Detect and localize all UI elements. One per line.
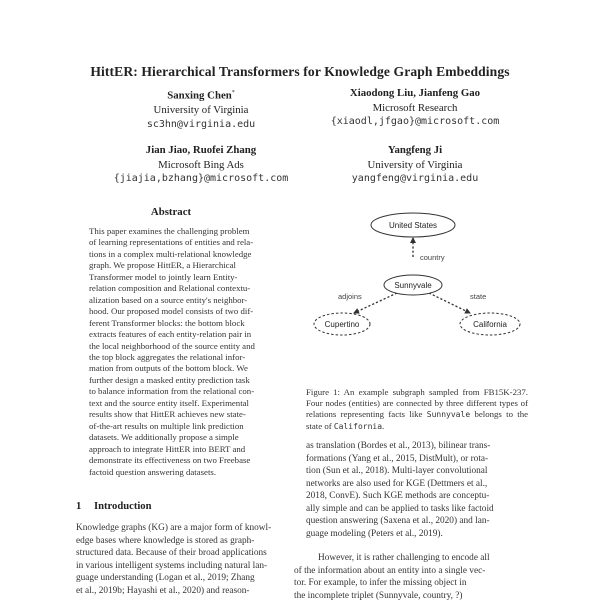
author-block-2 <box>295 86 535 130</box>
abstract-line: approach to integrate HittER into BERT and <box>89 443 246 454</box>
body-line: ally simple and can be applied to tasks like factoid <box>306 503 494 514</box>
intro-line: in various intelligent systems including natural lan- <box>76 560 268 571</box>
abstract-line: of-the-art results on multiple link prediction <box>89 420 244 431</box>
abstract-body <box>89 226 281 478</box>
body-line: question answering (Saxena et al., 2020) and lan- <box>306 516 490 526</box>
abstract-line: alization based on a source entity's neighbor- <box>89 294 248 305</box>
abstract-line: to balance information from the relational con- <box>89 386 255 397</box>
caption-entity: Sunnyvale <box>426 410 471 420</box>
abstract-heading: Abstract <box>150 206 192 218</box>
body-line: tor. For example, to infer the missing object in <box>294 578 467 588</box>
abstract-line: ferent Transformer blocks: the bottom block <box>89 317 245 328</box>
figure-caption <box>306 387 528 432</box>
author-affiliation: Microsoft Bing Ads <box>158 158 244 171</box>
abstract-line: relation composition and Relational contextu- <box>89 283 251 294</box>
caption-text: An example subgraph sampled from FB15K-237. Four nodes (entities) are connected by three different types of relations representing facts like <box>306 387 528 420</box>
author-name: Yangfeng Ji <box>387 144 443 156</box>
abstract-line: factoid question answering datasets. <box>89 466 217 477</box>
intro-line: structured data. Because of their broad applications <box>76 548 267 558</box>
author-email: yangfeng@virginia.edu <box>351 173 479 184</box>
right-column-paragraph <box>306 440 528 540</box>
author-name: Xiaodong Liu, Jianfeng Gao <box>349 87 481 99</box>
abstract-line: This paper examines the challenging problem <box>89 226 250 236</box>
intro-line: Knowledge graphs (KG) are a major form of knowl- <box>76 523 272 533</box>
abstract-line: the local neighborhood of the source entity and <box>89 340 255 351</box>
abstract-line: extracts features of each entity-relation pair in <box>89 329 252 340</box>
abstract-line: text and the source entity itself. Experimental <box>89 397 250 408</box>
author-affiliation: Microsoft Research <box>372 101 458 114</box>
author-name: Sanxing Chen* <box>167 89 235 102</box>
paper-title: HittER: Hierarchical Transformers for Knowledge Graph Embeddings <box>90 64 510 79</box>
caption-end: . <box>382 420 385 431</box>
author-block-3 <box>81 143 321 187</box>
abstract-line: tions in a complex multi-relational knowledge <box>89 248 252 259</box>
author-email: {xiaodl,jfgao}@microsoft.com <box>330 116 500 127</box>
intro-line: edge bases where knowledge is stored as graph- <box>76 535 255 546</box>
intro-line: guage understanding (Logan et al., 2019; Zhang <box>76 573 255 583</box>
right-column-paragraph-2 <box>294 552 528 600</box>
body-line: as translation (Bordes et al., 2013), bilinear trans- <box>306 441 491 451</box>
author-affiliation: University of Virginia <box>367 158 463 171</box>
abstract-line: graph. We propose HittER, a Hierarchical <box>89 260 236 271</box>
figure-1-graph <box>306 200 528 350</box>
caption-entity: California <box>333 421 383 431</box>
author-email: sc3hn@virginia.edu <box>146 118 256 130</box>
body-line: networks are also used for KGE (Dettmers et al., <box>306 478 488 489</box>
edge-label-country: country <box>420 253 445 262</box>
body-line: 2018, ConvE). Such KGE methods are conceptu- <box>306 491 490 501</box>
edge-label-state: state <box>470 292 487 301</box>
abstract-line: mation from outputs of the bottom block. We <box>89 363 248 374</box>
author-name: Jian Jiao, Ruofei Zhang <box>145 144 257 156</box>
author-block-1 <box>81 86 321 132</box>
body-line: the incomplete triplet (Sunnyvale, country, ?) <box>294 590 463 600</box>
abstract-line: demonstrate its effectiveness on two Freebase <box>89 455 251 466</box>
section-number: 1 <box>76 501 82 512</box>
section-heading <box>76 501 152 512</box>
body-line: of the information about an entity into a single vec- <box>294 565 486 576</box>
abstract-line: of learning representations of entities and rela- <box>89 237 254 248</box>
intro-line: et al., 2019b; Hayashi et al., 2020) and reason- <box>76 585 250 596</box>
body-line: guage modeling (Peters et al., 2019). <box>306 528 443 539</box>
abstract-line: datasets. We additionally propose a simple <box>89 432 239 443</box>
abstract-line: the top block aggregates the relational infor- <box>89 351 246 362</box>
caption-label: Figure 1: <box>306 387 340 397</box>
intro-paragraph <box>76 522 296 597</box>
node-label-sunnyvale: Sunnyvale <box>394 281 432 290</box>
node-label-california: California <box>473 320 507 329</box>
abstract-line: hood. Our proposed model consists of two dif- <box>89 306 254 317</box>
abstract-line: Transformer model to jointly learn Entity- <box>89 271 238 282</box>
edge-state <box>429 293 470 313</box>
body-line: However, it is rather challenging to encode all <box>318 553 490 563</box>
section-title: Introduction <box>94 501 152 512</box>
author-affiliation: University of Virginia <box>153 104 249 117</box>
caption-text: belongs to the state of <box>306 409 529 431</box>
edge-label-adjoins: adjoins <box>338 292 362 301</box>
body-line: formations (Yang et al., 2015, DistMult), or rota- <box>306 453 489 464</box>
abstract-line: further design a masked entity prediction task <box>89 374 250 385</box>
abstract-line: results show that HittER achieves new state- <box>89 409 246 420</box>
author-footnote-mark: * <box>231 90 235 96</box>
author-email: {jiajia,bzhang}@microsoft.com <box>113 173 289 184</box>
body-line: tion (Sun et al., 2018). Multi-layer convolutional <box>306 466 488 476</box>
author-block-4 <box>295 143 535 187</box>
node-label-cupertino: Cupertino <box>324 320 360 329</box>
node-label-united-states: United States <box>388 221 438 230</box>
